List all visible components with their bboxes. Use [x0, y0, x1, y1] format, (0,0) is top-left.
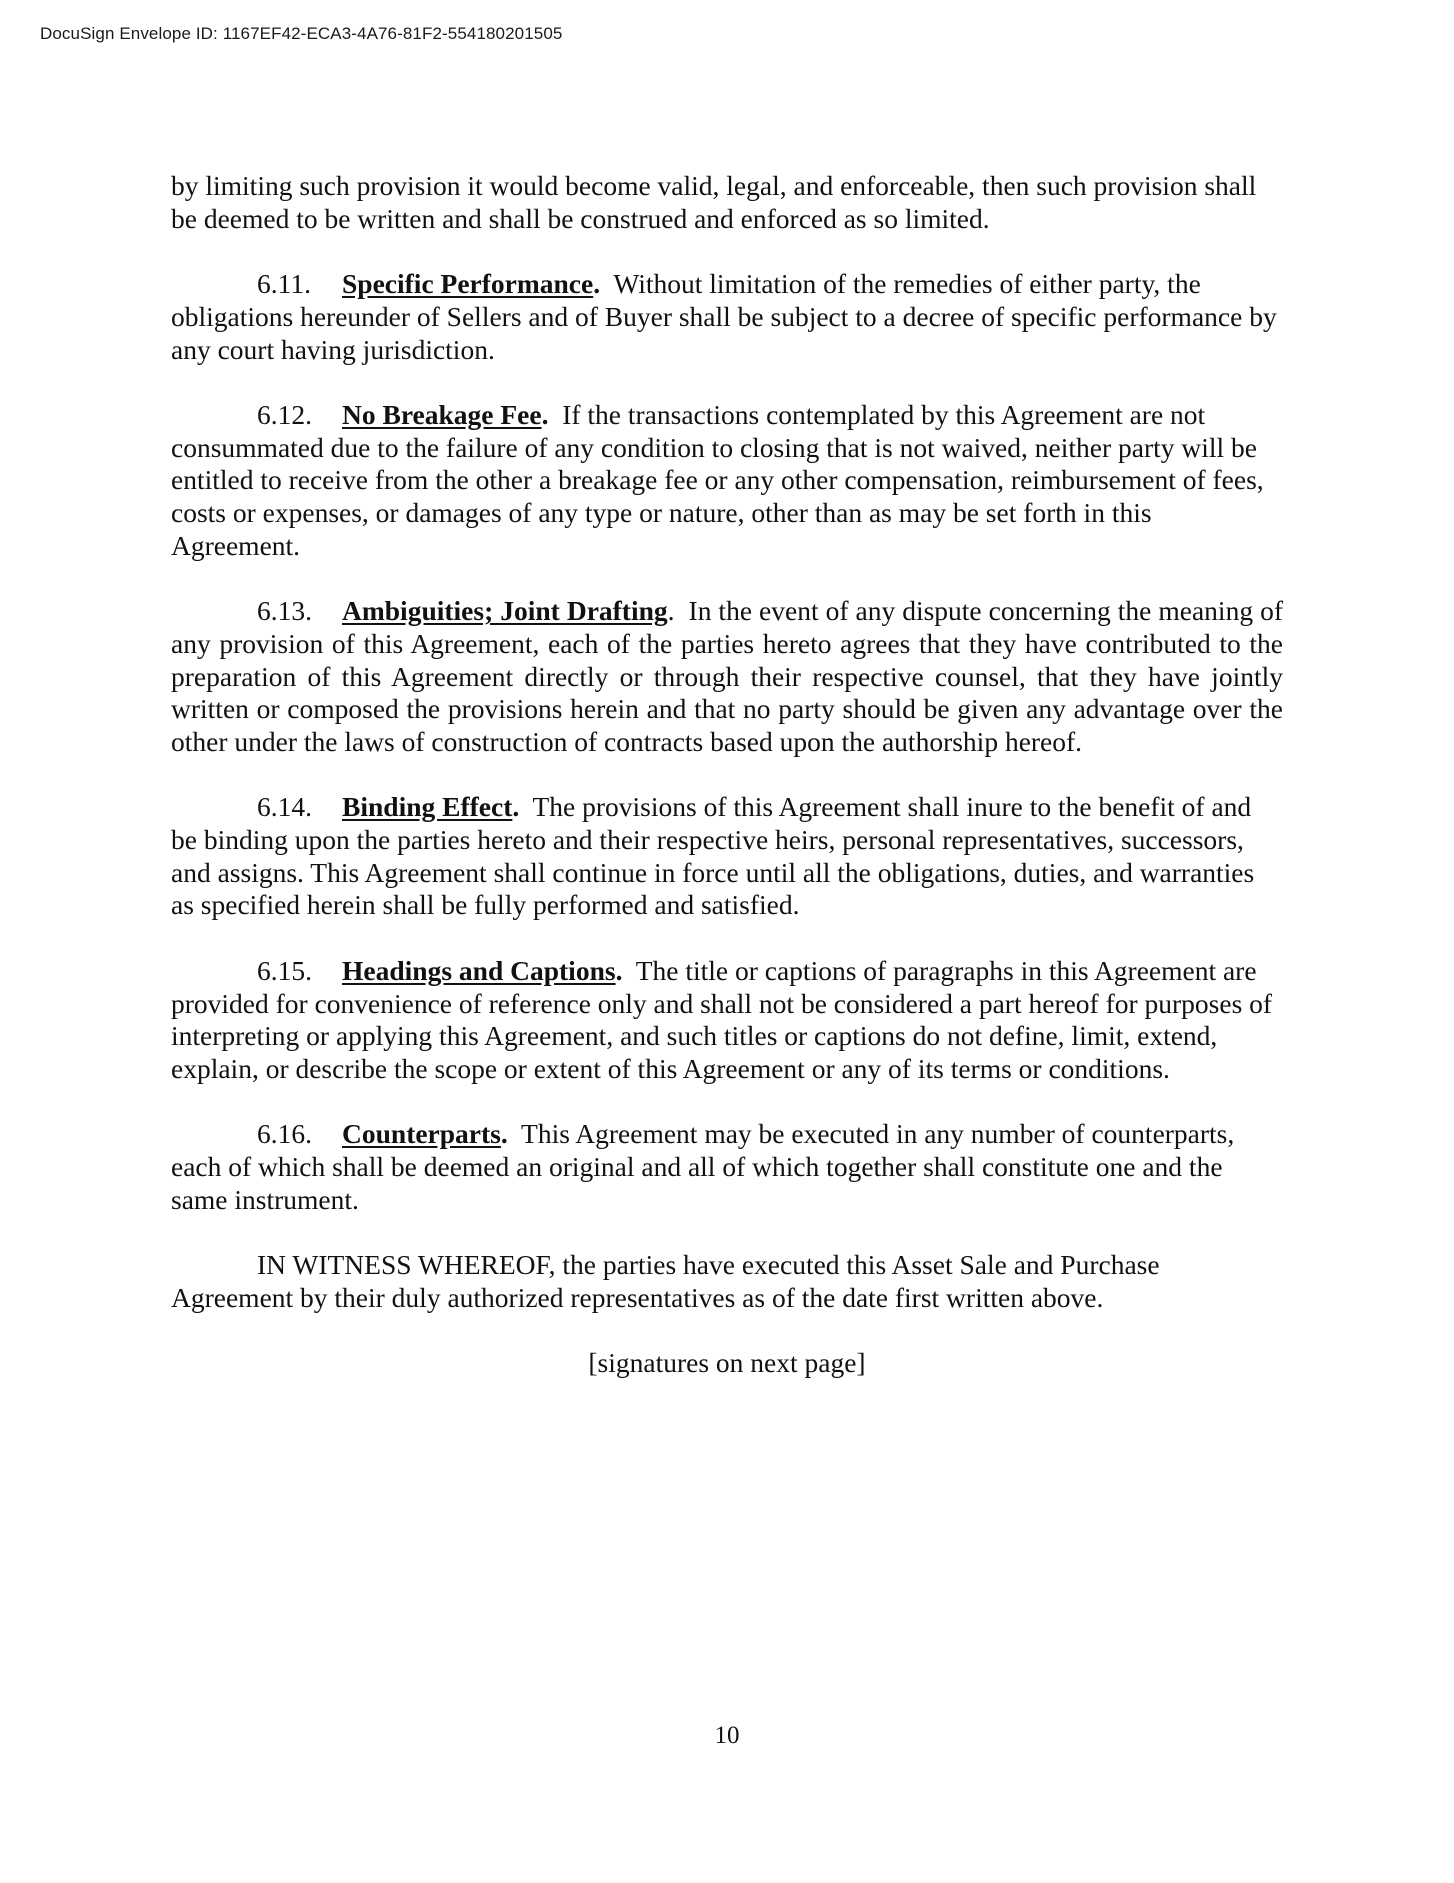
- section-title: No Breakage Fee: [342, 398, 542, 430]
- section-number: 6.11.: [257, 268, 311, 300]
- signatures-note: [signatures on next page]: [588, 1347, 866, 1379]
- document-body: [171, 170, 1283, 1380]
- section-title: Specific Performance: [342, 268, 594, 300]
- section-number: 6.13.: [257, 595, 312, 627]
- section-6-16: [171, 1118, 1283, 1216]
- section-title-punct: .: [500, 1118, 508, 1150]
- section-title-punct: .: [512, 791, 520, 823]
- section-title: Binding Effect: [342, 791, 513, 823]
- section-title-punct: .: [541, 398, 549, 430]
- section-title: Headings and Captions: [342, 954, 616, 986]
- section-6-11: [171, 268, 1283, 366]
- section-text: If the transactions contemplated by this Agreement are not consummated due to the failure of any condition to closing that is not waived, neither party will be entitled to receive from the other a breakage fee or any other compensation, reimbursement of fees, costs or expenses, or damages of any type or nature, other than as may be set forth in this Agreement.: [171, 398, 1264, 561]
- page-number: 10: [714, 1722, 740, 1749]
- section-title-punct: .: [593, 268, 601, 300]
- section-6-12: [171, 399, 1283, 563]
- section-title: Ambiguities; Joint Drafting: [342, 595, 668, 627]
- section-6-15: [171, 955, 1283, 1086]
- continuation-paragraph: by limiting such provision it would become valid, legal, and enforceable, then such provision shall be deemed to be written and shall be construed and enforced as so limited.: [171, 170, 1257, 234]
- section-text: The title or captions of paragraphs in this Agreement are provided for convenience of reference only and shall not be considered a part hereof for purposes of interpreting or applying this Agreement, and such titles or captions do not define, limit, extend, explain, or describe the scope or extent of this Agreement or any of its terms or conditions.: [171, 954, 1273, 1084]
- witness-text: IN WITNESS WHEREOF, the parties have executed this Asset Sale and Purchase Agreement by their duly authorized representatives as of the date first written above.: [171, 1249, 1160, 1313]
- section-6-14: [171, 791, 1283, 922]
- section-title: Counterparts: [342, 1118, 501, 1150]
- docusign-envelope-id: DocuSign Envelope ID: 1167EF42-ECA3-4A76-81F2-554180201505: [40, 24, 563, 43]
- section-text: In the event of any dispute concerning the meaning of any provision of this Agreement, each of the parties hereto agrees that they have contributed to the preparation of this Agreement directly or through their respective counsel, that they have jointly written or composed the provisions herein and that no party should be given any advantage over the other under the laws of construction of contracts based upon the authorship hereof.: [171, 595, 1283, 757]
- section-text: The provisions of this Agreement shall inure to the benefit of and be binding upon the parties hereto and their respective heirs, personal representatives, successors, and assigns. This Agreement shall continue in force until all the obligations, duties, and warranties as specified herein shall be fully performed and satisfied.: [171, 791, 1255, 921]
- section-text: Without limitation of the remedies of either party, the obligations hereunder of Sellers and of Buyer shall be subject to a decree of specific performance by any court having jurisdiction.: [171, 268, 1277, 365]
- witness-paragraph: [171, 1249, 1283, 1314]
- section-number: 6.15.: [257, 954, 312, 986]
- section-number: 6.12.: [257, 398, 312, 430]
- section-title-punct: .: [615, 954, 623, 986]
- section-title-punct: .: [667, 595, 675, 627]
- section-number: 6.14.: [257, 791, 312, 823]
- section-text: This Agreement may be executed in any number of counterparts, each of which shall be deemed an original and all of which together shall constitute one and the same instrument.: [171, 1118, 1235, 1215]
- section-number: 6.16.: [257, 1118, 312, 1150]
- section-6-13: [171, 595, 1283, 759]
